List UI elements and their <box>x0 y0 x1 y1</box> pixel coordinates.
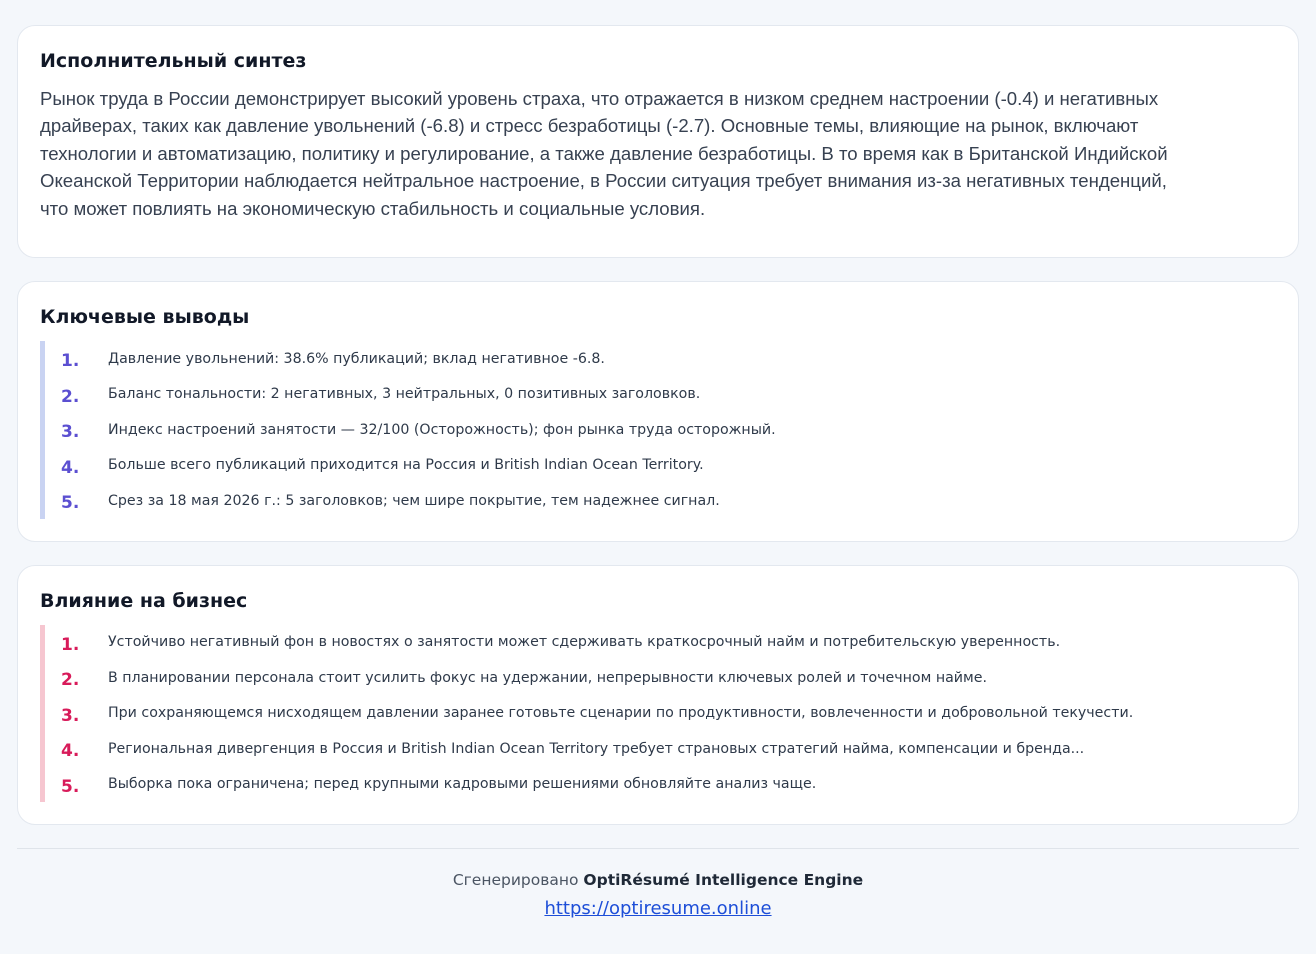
impact-text: При сохраняющемся нисходящем давлении заранее готовьте сценарии по продуктивности, вовлеченности и добровольной текучести. <box>108 705 1134 722</box>
impact-number: 1. <box>61 634 80 655</box>
footer-link[interactable]: https://optiresume.online <box>544 898 772 920</box>
impact-item <box>40 767 1276 803</box>
impact-text: Выборка пока ограничена; перед крупными кадровыми решениями обновляйте анализ чаще. <box>108 776 817 793</box>
impact-number: 5. <box>61 776 80 797</box>
impact-item <box>40 731 1276 767</box>
insight-text: Больше всего публикаций приходится на Россия и British Indian Ocean Territory. <box>108 457 704 474</box>
synthesis-text <box>40 85 1276 237</box>
impact-number: 2. <box>61 670 80 691</box>
impact-item <box>40 660 1276 696</box>
footer-prefix: Сгенерировано <box>452 871 579 890</box>
impact-number: 3. <box>61 705 80 726</box>
footer-attribution <box>17 869 1299 891</box>
insights-title: Ключевые выводы <box>40 306 250 329</box>
insight-number: 2. <box>61 386 80 407</box>
insight-text: Баланс тональности: 2 негативных, 3 нейтральных, 0 позитивных заголовков. <box>108 386 701 403</box>
insight-number: 4. <box>61 457 80 478</box>
synthesis-line: Рынок труда в России демонстрирует высокий уровень страха, что отражается в низком среднем настроении (-0.4) и негативных <box>40 88 1159 109</box>
insight-text: Индекс настроений занятости — 32/100 (Осторожность); фон рынка труда осторожный. <box>108 421 776 438</box>
insight-item <box>40 448 1276 484</box>
impact-number: 4. <box>61 741 80 762</box>
insight-text: Срез за 18 мая 2026 г.: 5 заголовков; чем шире покрытие, тем надежнее сигнал. <box>108 492 720 509</box>
insight-number: 1. <box>61 351 80 372</box>
impact-item <box>40 625 1276 661</box>
synthesis-line: что может повлиять на экономическую стабильность и социальные условия. <box>40 197 706 219</box>
impact-list <box>40 625 1276 803</box>
insights-list <box>40 341 1276 519</box>
impact-item <box>40 696 1276 732</box>
impact-text: Устойчиво негативный фон в новостях о занятости может сдерживать краткосрочный найм и потребительскую уверенность. <box>108 634 1061 651</box>
synthesis-title: Исполнительный синтез <box>40 50 307 72</box>
impact-text: В планировании персонала стоит усилить фокус на удержании, непрерывности ключевых ролей и точечном найме. <box>108 669 987 686</box>
insight-item <box>40 341 1276 377</box>
impact-text: Региональная дивергенция в Россия и British Indian Ocean Territory требует страновых стратегий найма, компенсации и бренда... <box>108 740 1085 757</box>
insight-item <box>40 483 1276 519</box>
executive-synthesis-card <box>17 25 1299 258</box>
key-insights-card <box>17 281 1299 542</box>
footer-brand: OptiRésumé Intelligence Engine <box>583 871 864 890</box>
footer <box>17 849 1299 919</box>
insight-number: 5. <box>61 493 80 514</box>
insight-text: Давление увольнений: 38.6% публикаций; вклад негативное -6.8. <box>108 350 605 367</box>
synthesis-line: драйверах, таких как давление увольнений (-6.8) и стресс безработицы (-2.7). Основные темы, влияющие на рынок, включают <box>40 115 1139 137</box>
insight-number: 3. <box>61 422 80 443</box>
business-impact-card <box>17 565 1299 826</box>
impact-title: Влияние на бизнес <box>40 589 248 612</box>
synthesis-line: Океанской Территории наблюдается нейтральное настроение, в России ситуация требует внимания из-за негативных тенденций, <box>40 170 1167 192</box>
synthesis-line: технологии и автоматизацию, политику и регулирование, а также давление безработицы. В то время как в Британской Индийской <box>40 142 1168 164</box>
insight-item <box>40 377 1276 413</box>
insight-item <box>40 412 1276 448</box>
